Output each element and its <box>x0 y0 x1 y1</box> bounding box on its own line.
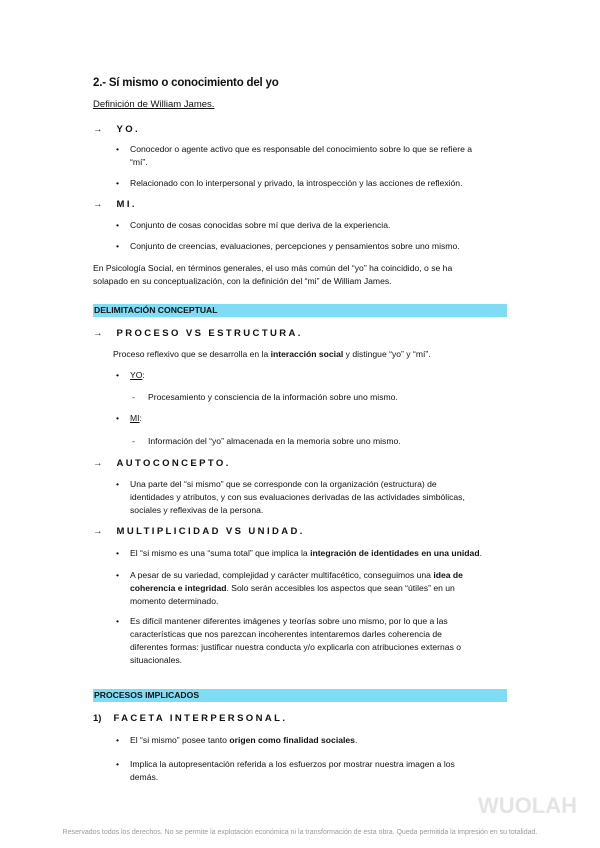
list-item <box>116 240 520 253</box>
bullet-icon: • <box>116 413 120 423</box>
dash-icon: - <box>132 392 135 402</box>
bullet-icon: • <box>116 144 120 154</box>
yo-bullet-1-line2: “mí”. <box>130 157 148 167</box>
list-item <box>132 435 508 448</box>
yo-item: Procesamiento y consciencia de la información sobre uno mismo. <box>148 392 398 402</box>
emphasis: integración de identidades en una unidad <box>310 548 480 558</box>
list-item: • El “si mismo” posee tanto origen como finalidad sociales. <box>116 735 358 745</box>
arrow-right-icon: → <box>93 124 103 135</box>
footer-notice: Reservados todos los derechos. No se permite la explotación económica ni la transformación de esta obra. Queda permitida la impresión en su totalidad. <box>62 829 538 836</box>
bullet-icon: • <box>116 220 120 230</box>
paragraph-line: solapado en su conceptualización, con la definición del “mi” de William James. <box>93 276 392 286</box>
list-item: • El “si mismo es una “suma total” que implica la integración de identidades en una unidad. <box>116 548 482 558</box>
faceta-heading <box>93 713 287 724</box>
list-item: • YO: <box>116 370 145 380</box>
list-item: • MI: <box>116 413 142 423</box>
arrow-right-icon: → <box>93 199 103 210</box>
definition-heading: Definición de William James. <box>93 99 215 110</box>
list-item: • Una parte del “si mismo” que se corresponde con la organización (estructura) de identidades y atributos, y con sus evaluaciones derivadas de las actividades simbólicas, sociales y reflexivas de la persona. <box>116 479 465 515</box>
mi-label: MI <box>130 413 140 423</box>
autoconcepto-heading-text: AUTOCONCEPTO. <box>116 458 231 469</box>
proceso-intro: Proceso reflexivo que se desarrolla en la interacción social y distingue “yo” y “mí”. <box>113 349 431 359</box>
faceta-heading-text: FACETA INTERPERSONAL. <box>113 713 288 724</box>
mi-heading-text: MI. <box>116 199 137 210</box>
dash-icon: - <box>132 436 135 446</box>
multiplicidad-heading-text: MULTIPLICIDAD VS UNIDAD. <box>116 526 305 537</box>
list-item <box>116 219 520 232</box>
autoconcepto-heading <box>93 458 231 469</box>
bullet-icon: • <box>116 759 120 769</box>
emphasis: idea de <box>433 570 463 580</box>
proceso-heading-text: PROCESO VS ESTRUCTURA. <box>116 328 303 339</box>
arrow-right-icon: → <box>93 526 103 537</box>
bullet-icon: • <box>116 548 120 558</box>
proceso-heading <box>93 328 303 339</box>
mi-item: Información del “yo” almacenada en la memoria sobre uno mismo. <box>148 436 401 446</box>
section-heading-delimitacion: DELIMITACIÓN CONCEPTUAL <box>93 304 507 317</box>
mi-heading <box>93 199 137 210</box>
arrow-right-icon: → <box>93 458 103 469</box>
list-number: 1) <box>93 713 102 724</box>
list-item: • A pesar de su variedad, complejidad y carácter multifacético, conseguimos una idea de coherencia e integridad. Solo serán accesibles los aspectos que sean “útiles” en un momento determinado. <box>116 570 463 606</box>
watermark-logo: WUOLAH <box>478 793 577 818</box>
bullet-icon: • <box>116 370 120 380</box>
yo-label: YO <box>130 370 143 380</box>
emphasis: origen como finalidad sociales <box>229 735 355 745</box>
bullet-icon: • <box>116 241 120 251</box>
paragraph-line: En Psicología Social, en términos generales, el uso más común del “yo” ha coincidido, o se ha <box>93 263 453 273</box>
bullet-icon: • <box>116 735 120 745</box>
mi-bullet-2: Conjunto de creencias, evaluaciones, percepciones y pensamientos sobre uno mismo. <box>130 241 460 251</box>
bullet-icon: • <box>116 479 120 489</box>
bullet-icon: • <box>116 178 120 188</box>
list-item <box>132 391 508 404</box>
list-item: • Es difícil mantener diferentes imágenes y teorías sobre uno mismo, por lo que a las características que nos parezcan incoherentes intentaremos darles coherencia de diferentes formas: justificar nuestra conducta y/o explicarla con atribuciones externas o situacionales. <box>116 616 462 665</box>
emphasis: interacción social <box>270 349 344 359</box>
list-item <box>116 177 520 190</box>
section-heading-procesos: PROCESOS IMPLICADOS <box>93 689 507 702</box>
mi-bullet-1: Conjunto de cosas conocidas sobre mí que deriva de la experiencia. <box>130 220 391 230</box>
bullet-icon: • <box>116 616 120 626</box>
multiplicidad-heading <box>93 526 305 537</box>
yo-heading <box>93 124 140 135</box>
yo-bullet-2: Relacionado con lo interpersonal y privado, la introspección y las acciones de reflexión. <box>130 178 463 188</box>
yo-bullet-1-line1: Conocedor o agente activo que es responsable del conocimiento sobre lo que se refiere a <box>130 144 473 154</box>
page-title: 2.- Sí mismo o conocimiento del yo <box>93 77 279 89</box>
yo-heading-text: YO. <box>116 124 141 135</box>
list-item <box>116 143 520 169</box>
arrow-right-icon: → <box>93 328 103 339</box>
emphasis: coherencia e integridad <box>130 583 227 593</box>
bullet-icon: • <box>116 570 120 580</box>
social-psychology-paragraph <box>93 262 513 288</box>
list-item: • Implica la autopresentación referida a los esfuerzos por mostrar nuestra imagen a los demás. <box>116 759 455 782</box>
